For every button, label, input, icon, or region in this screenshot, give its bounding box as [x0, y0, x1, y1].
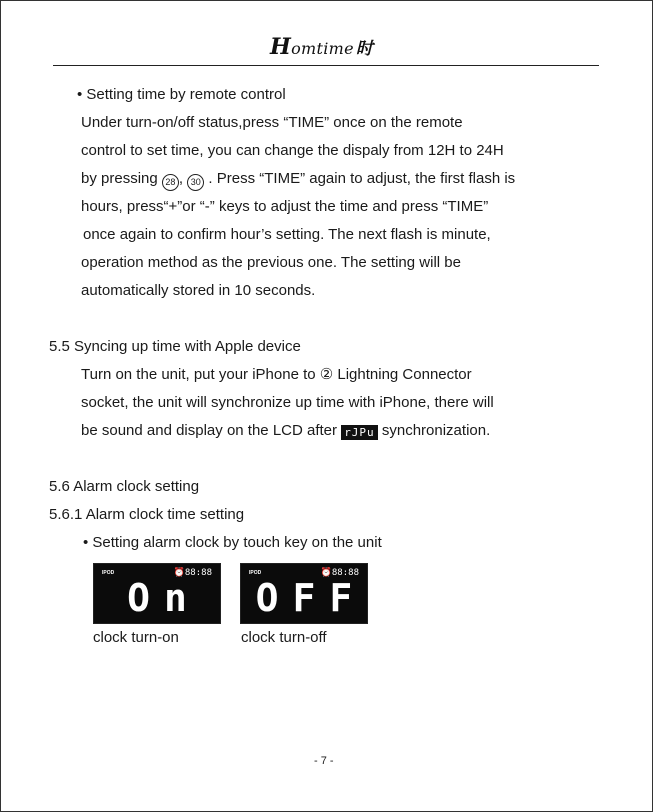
section-5-5-heading: 5.5 Syncing up time with Apple device — [49, 338, 301, 355]
remote-bullet: • Setting time by remote control — [77, 86, 286, 103]
caption-clock-on: clock turn-on — [93, 629, 179, 646]
button-30-icon: 30 — [187, 174, 204, 191]
remote-line-5: once again to confirm hour’s setting. The next flash is minute, — [83, 226, 491, 243]
header-divider — [53, 65, 599, 66]
lcd-display-on — [93, 563, 221, 624]
logo-initial: H — [270, 34, 292, 60]
lcd-off-text: OFF — [255, 576, 367, 620]
alarm-bullet: • Setting alarm clock by touch key on the unit — [83, 534, 382, 551]
section-5-6-1-heading: 5.6.1 Alarm clock time setting — [49, 506, 245, 523]
remote-line-4: hours, press“+”or “-” keys to adjust the time and press “TIME” — [81, 198, 489, 215]
brand-logo — [270, 30, 373, 60]
page-number: - 7 - — [314, 755, 334, 767]
sync-line-2: socket, the unit will synchronize up time with iPhone, there will — [81, 394, 494, 411]
lcd-on-text: On — [127, 576, 201, 620]
lcd-ipod-label: IPOD — [249, 570, 262, 576]
remote-line-2: control to set time, you can change the dispaly from 12H to 24H — [81, 142, 504, 159]
lcd-ipod-label: IPOD — [102, 570, 115, 576]
alarm-clock-icon: ⏰88:88 — [173, 568, 212, 578]
logo-text: omtime — [291, 39, 354, 58]
logo-chinese: 时 — [355, 39, 374, 59]
lcd-sync-icon: rJPu — [341, 425, 378, 440]
caption-clock-off: clock turn-off — [241, 629, 327, 646]
remote-line-1: Under turn-on/off status,press “TIME” once on the remote — [81, 114, 463, 131]
remote-line-3: by pressing 28 , 30 . Press “TIME” again to adjust, the first flash is — [81, 170, 515, 191]
remote-line-6: operation method as the previous one. The setting will be — [81, 254, 461, 271]
lcd-display-off — [240, 563, 368, 624]
section-5-6-heading: 5.6 Alarm clock setting — [49, 478, 200, 495]
sync-line-3: be sound and display on the LCD after rJPu synchronization. — [81, 422, 491, 439]
button-28-icon: 28 — [162, 174, 179, 191]
remote-line-7: automatically stored in 10 seconds. — [81, 282, 316, 299]
alarm-clock-icon: ⏰88:88 — [320, 568, 359, 578]
sync-line-1: Turn on the unit, put your iPhone to ② Lightning Connector — [81, 366, 472, 383]
